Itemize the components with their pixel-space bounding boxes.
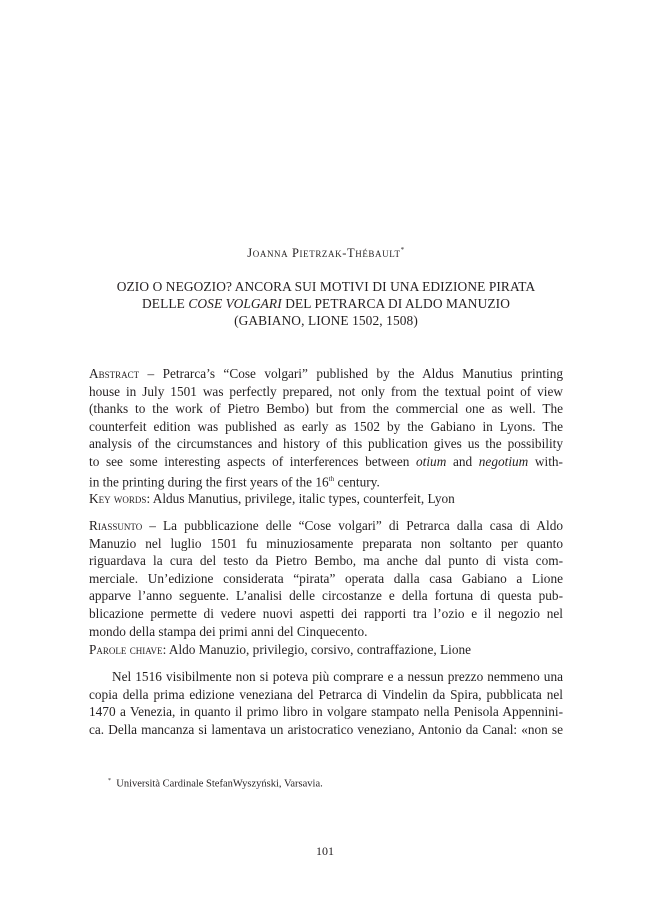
riassunto-line: Manuzio nel luglio 1501 fu minuziosamente preparata non soltanto per quanto xyxy=(89,535,563,551)
keywords-label: Key words xyxy=(89,491,147,506)
abstract-text: to see some interesting aspects of interferences between xyxy=(89,453,417,469)
riassunto-line: mondo della stampa dei primi anni del Cinquecento. xyxy=(89,623,368,639)
footnote-mark: * xyxy=(108,778,111,784)
abstract-line xyxy=(89,365,563,383)
riassunto-paragraph xyxy=(89,517,563,640)
riassunto-line-text: – La pubblicazione delle “Cose volgari” di Petrarca dalla casa di Aldo xyxy=(142,518,563,533)
riassunto-line: riguardava la cura del testo da Pietro Bembo, ma anche dal punto di vista com- xyxy=(89,553,563,569)
title-line-2-italic: COSE VOLGARI xyxy=(188,296,282,311)
abstract-text: and xyxy=(446,453,479,469)
abstract-superscript: th xyxy=(328,474,335,483)
title-line-3: (GABIANO, LIONE 1502, 1508) xyxy=(234,313,418,328)
abstract-paragraph xyxy=(89,365,563,491)
riassunto-label: Riassunto xyxy=(89,518,143,533)
parole-chiave-label: Parole chiave xyxy=(89,642,163,657)
article-title xyxy=(89,278,563,329)
footnote xyxy=(108,778,582,790)
body-paragraph xyxy=(89,668,563,738)
title-line-2-post: DEL PETRARCA DI ALDO MANUZIO xyxy=(281,296,510,311)
author-footnote-mark: * xyxy=(400,246,405,254)
abstract-line xyxy=(89,471,563,491)
abstract-line-text: – Petrarca’s “Cose volgari” published by the Aldus Manutius printing xyxy=(139,366,563,381)
keywords-line xyxy=(89,490,563,508)
keywords-text: : Aldus Manutius, privilege, italic types, counterfeit, Lyon xyxy=(146,491,455,506)
abstract-italic-otium: otium xyxy=(416,453,447,469)
abstract-line: analysis of the circumstances and history of this publication gives us the possibility xyxy=(89,436,563,452)
author-line xyxy=(89,246,563,261)
abstract-line xyxy=(89,453,563,471)
title-line-1: OZIO O NEGOZIO? ANCORA SUI MOTIVI DI UNA EDIZIONE PIRATA xyxy=(116,279,536,294)
author-name: Joanna Pietrzak-Thébault xyxy=(247,246,401,261)
abstract-line: house in July 1501 was perfectly prepared, not only from the textual point of view xyxy=(89,383,563,399)
body-line: Nel 1516 visibilmente non si poteva più comprare e a nessun prezzo nemmeno una xyxy=(112,669,563,684)
page-number: 101 xyxy=(316,844,334,858)
body-line: ca. Della mancanza si lamentava un aristocratico veneziano, Antonio da Canal: «non se xyxy=(89,721,563,737)
riassunto-line: blicazione permette di vedere nuovi aspetti dei rapporti tra l’ozio e il negozio nel xyxy=(89,605,563,621)
parole-chiave-line xyxy=(89,641,563,659)
parole-chiave-text: : Aldo Manuzio, privilegio, corsivo, contraffazione, Lione xyxy=(162,642,472,657)
riassunto-line: merciale. Un’edizione considerata “pirata” operata dalla casa Gabiano a Lione xyxy=(89,570,563,586)
riassunto-line: apparve l’anno seguente. L’analisi delle circostanze e della fortuna di questa pub- xyxy=(89,588,563,604)
body-line: copia della prima edizione veneziana del Petrarca di Vindelin da Spira, pubblicata nel xyxy=(89,686,563,702)
title-line-2 xyxy=(89,295,563,312)
abstract-line: counterfeit edition was published as early as 1502 by the Gabiano in Lyons. The xyxy=(89,418,563,434)
title-line-2-pre: DELLE xyxy=(142,296,189,311)
footnote-text: Università Cardinale StefanWyszyński, Varsavia. xyxy=(116,778,323,790)
riassunto-line xyxy=(89,517,563,535)
body-line: 1470 a Venezia, in quanto il primo libro in volgare stampato nella Penisola Appennini- xyxy=(89,704,563,720)
abstract-text: with- xyxy=(528,453,563,469)
abstract-line: (thanks to the work of Pietro Bembo) but from the commercial one as well. The xyxy=(89,401,563,417)
abstract-text: century. xyxy=(334,473,380,489)
abstract-italic-negotium: negotium xyxy=(478,453,529,469)
abstract-label: Abstract xyxy=(89,366,140,381)
abstract-text: in the printing during the first years of the 16 xyxy=(89,473,329,489)
